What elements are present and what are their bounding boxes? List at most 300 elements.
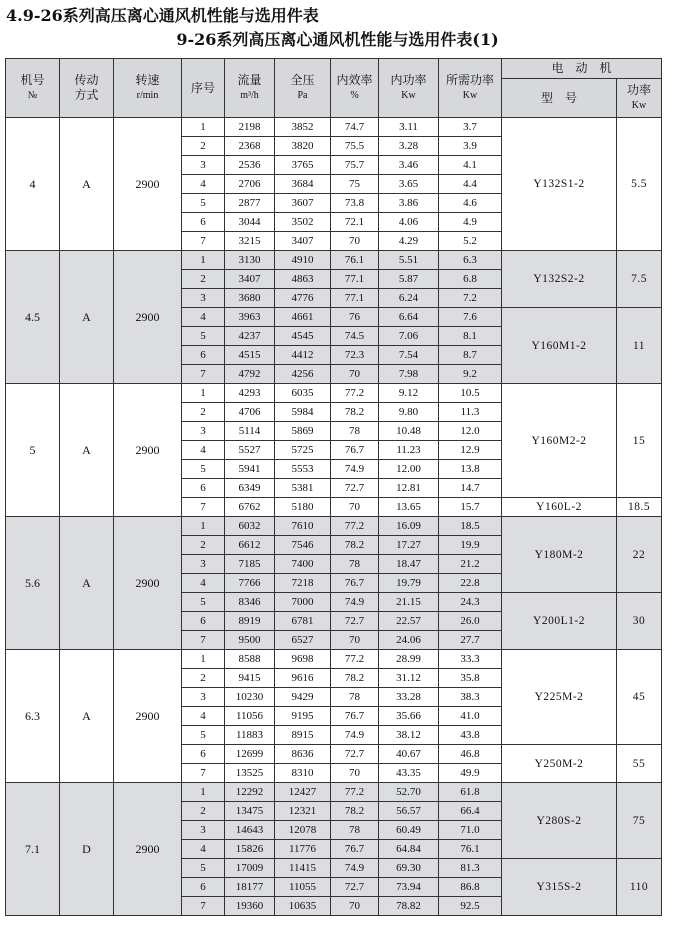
pressure-cell: 12427: [275, 783, 331, 802]
flow-cell: 2368: [225, 137, 275, 156]
pressure-cell: 7400: [275, 555, 331, 574]
flow-cell: 6349: [225, 479, 275, 498]
required-power-cell: 26.0: [439, 612, 502, 631]
seq-cell: 1: [182, 118, 225, 137]
motor-power-cell: 11: [617, 308, 662, 384]
efficiency-cell: 72.7: [331, 479, 379, 498]
motor-power-cell: 7.5: [617, 251, 662, 308]
seq-cell: 4: [182, 707, 225, 726]
header-drive: 传动 方式: [60, 59, 114, 118]
efficiency-cell: 77.2: [331, 384, 379, 403]
required-power-cell: 27.7: [439, 631, 502, 650]
flow-cell: 2877: [225, 194, 275, 213]
drive-cell: A: [60, 251, 114, 384]
seq-cell: 3: [182, 156, 225, 175]
efficiency-cell: 75.7: [331, 156, 379, 175]
efficiency-cell: 77.2: [331, 517, 379, 536]
flow-cell: 15826: [225, 840, 275, 859]
seq-cell: 4: [182, 175, 225, 194]
flow-cell: 7185: [225, 555, 275, 574]
flow-cell: 4792: [225, 365, 275, 384]
required-power-cell: 19.9: [439, 536, 502, 555]
pressure-cell: 5725: [275, 441, 331, 460]
pressure-cell: 3820: [275, 137, 331, 156]
seq-cell: 4: [182, 308, 225, 327]
internal-power-cell: 60.49: [379, 821, 439, 840]
seq-cell: 3: [182, 555, 225, 574]
seq-cell: 1: [182, 251, 225, 270]
pressure-cell: 4661: [275, 308, 331, 327]
pressure-cell: 6527: [275, 631, 331, 650]
model-no-cell: 5: [6, 384, 60, 517]
flow-cell: 17009: [225, 859, 275, 878]
group-5-6: [6, 517, 662, 650]
seq-cell: 1: [182, 517, 225, 536]
seq-cell: 6: [182, 612, 225, 631]
required-power-cell: 4.4: [439, 175, 502, 194]
flow-cell: 9500: [225, 631, 275, 650]
required-power-cell: 71.0: [439, 821, 502, 840]
flow-cell: 3963: [225, 308, 275, 327]
seq-cell: 5: [182, 859, 225, 878]
required-power-cell: 49.9: [439, 764, 502, 783]
efficiency-cell: 72.7: [331, 745, 379, 764]
pressure-cell: 3407: [275, 232, 331, 251]
flow-cell: 2536: [225, 156, 275, 175]
drive-cell: D: [60, 783, 114, 916]
required-power-cell: 4.6: [439, 194, 502, 213]
motor-type-cell: Y160L-2: [502, 498, 617, 517]
seq-cell: 7: [182, 631, 225, 650]
pressure-cell: 5869: [275, 422, 331, 441]
flow-cell: 10230: [225, 688, 275, 707]
required-power-cell: 8.1: [439, 327, 502, 346]
seq-cell: 5: [182, 194, 225, 213]
flow-cell: 8588: [225, 650, 275, 669]
efficiency-cell: 74.7: [331, 118, 379, 137]
pressure-cell: 11055: [275, 878, 331, 897]
header-model-no: 机号 №: [6, 59, 60, 118]
internal-power-cell: 24.06: [379, 631, 439, 650]
required-power-cell: 4.9: [439, 213, 502, 232]
seq-cell: 4: [182, 840, 225, 859]
efficiency-cell: 70: [331, 232, 379, 251]
efficiency-cell: 70: [331, 897, 379, 916]
efficiency-cell: 74.5: [331, 327, 379, 346]
efficiency-cell: 72.7: [331, 612, 379, 631]
seq-cell: 6: [182, 213, 225, 232]
seq-cell: 2: [182, 270, 225, 289]
table-row: [6, 251, 662, 270]
required-power-cell: 14.7: [439, 479, 502, 498]
required-power-cell: 76.1: [439, 840, 502, 859]
seq-cell: 7: [182, 232, 225, 251]
required-power-cell: 12.0: [439, 422, 502, 441]
pressure-cell: 4412: [275, 346, 331, 365]
group-4: [6, 118, 662, 251]
motor-type-cell: Y250M-2: [502, 745, 617, 783]
internal-power-cell: 38.12: [379, 726, 439, 745]
motor-type-cell: Y200L1-2: [502, 593, 617, 650]
pressure-cell: 6035: [275, 384, 331, 403]
seq-cell: 7: [182, 365, 225, 384]
internal-power-cell: 4.06: [379, 213, 439, 232]
efficiency-cell: 77.2: [331, 650, 379, 669]
pressure-cell: 12321: [275, 802, 331, 821]
required-power-cell: 21.2: [439, 555, 502, 574]
internal-power-cell: 9.12: [379, 384, 439, 403]
efficiency-cell: 78.2: [331, 802, 379, 821]
flow-cell: 19360: [225, 897, 275, 916]
flow-cell: 3407: [225, 270, 275, 289]
speed-cell: 2900: [114, 783, 182, 916]
seq-cell: 5: [182, 327, 225, 346]
pressure-cell: 11415: [275, 859, 331, 878]
required-power-cell: 10.5: [439, 384, 502, 403]
pressure-cell: 9429: [275, 688, 331, 707]
motor-power-cell: 55: [617, 745, 662, 783]
pressure-cell: 5553: [275, 460, 331, 479]
seq-cell: 7: [182, 897, 225, 916]
efficiency-cell: 73.8: [331, 194, 379, 213]
internal-power-cell: 4.29: [379, 232, 439, 251]
motor-type-cell: Y280S-2: [502, 783, 617, 859]
efficiency-cell: 72.1: [331, 213, 379, 232]
required-power-cell: 3.9: [439, 137, 502, 156]
header-pressure: 全压 Pa: [275, 59, 331, 118]
speed-cell: 2900: [114, 251, 182, 384]
required-power-cell: 7.2: [439, 289, 502, 308]
header-efficiency: 内效率 %: [331, 59, 379, 118]
internal-power-cell: 7.54: [379, 346, 439, 365]
seq-cell: 2: [182, 536, 225, 555]
model-no-cell: 6.3: [6, 650, 60, 783]
efficiency-cell: 70: [331, 631, 379, 650]
header-motor: 电 动 机: [502, 59, 662, 79]
seq-cell: 3: [182, 422, 225, 441]
motor-power-cell: 18.5: [617, 498, 662, 517]
efficiency-cell: 76.7: [331, 840, 379, 859]
seq-cell: 7: [182, 764, 225, 783]
efficiency-cell: 78.2: [331, 403, 379, 422]
internal-power-cell: 3.86: [379, 194, 439, 213]
seq-cell: 5: [182, 726, 225, 745]
fan-performance-table: [5, 58, 662, 916]
header-motor-type: 型 号: [502, 79, 617, 118]
internal-power-cell: 10.48: [379, 422, 439, 441]
efficiency-cell: 77.1: [331, 270, 379, 289]
internal-power-cell: 7.98: [379, 365, 439, 384]
internal-power-cell: 18.47: [379, 555, 439, 574]
internal-power-cell: 6.24: [379, 289, 439, 308]
required-power-cell: 4.1: [439, 156, 502, 175]
pressure-cell: 4256: [275, 365, 331, 384]
seq-cell: 6: [182, 479, 225, 498]
efficiency-cell: 77.1: [331, 289, 379, 308]
table-title: 9-26系列高压离心通风机性能与选用件表(1): [176, 30, 499, 49]
flow-cell: 4515: [225, 346, 275, 365]
pressure-cell: 10635: [275, 897, 331, 916]
internal-power-cell: 16.09: [379, 517, 439, 536]
efficiency-cell: 76.7: [331, 441, 379, 460]
internal-power-cell: 31.12: [379, 669, 439, 688]
motor-type-cell: Y225M-2: [502, 650, 617, 745]
motor-type-cell: Y180M-2: [502, 517, 617, 593]
header-required-power: 所需功率 Kw: [439, 59, 502, 118]
flow-cell: 3044: [225, 213, 275, 232]
efficiency-cell: 78: [331, 688, 379, 707]
flow-cell: 5114: [225, 422, 275, 441]
flow-cell: 12699: [225, 745, 275, 764]
flow-cell: 7766: [225, 574, 275, 593]
pressure-cell: 11776: [275, 840, 331, 859]
internal-power-cell: 13.65: [379, 498, 439, 517]
flow-cell: 8919: [225, 612, 275, 631]
required-power-cell: 46.8: [439, 745, 502, 764]
efficiency-cell: 74.9: [331, 593, 379, 612]
internal-power-cell: 21.15: [379, 593, 439, 612]
required-power-cell: 61.8: [439, 783, 502, 802]
table-row: [6, 783, 662, 802]
efficiency-cell: 76.7: [331, 707, 379, 726]
internal-power-cell: 28.99: [379, 650, 439, 669]
flow-cell: 13475: [225, 802, 275, 821]
seq-cell: 7: [182, 498, 225, 517]
seq-cell: 3: [182, 821, 225, 840]
internal-power-cell: 40.67: [379, 745, 439, 764]
required-power-cell: 5.2: [439, 232, 502, 251]
flow-cell: 3215: [225, 232, 275, 251]
efficiency-cell: 72.3: [331, 346, 379, 365]
internal-power-cell: 5.87: [379, 270, 439, 289]
pressure-cell: 4910: [275, 251, 331, 270]
flow-cell: 11056: [225, 707, 275, 726]
internal-power-cell: 3.28: [379, 137, 439, 156]
flow-cell: 12292: [225, 783, 275, 802]
internal-power-cell: 52.70: [379, 783, 439, 802]
seq-cell: 6: [182, 878, 225, 897]
efficiency-cell: 74.9: [331, 726, 379, 745]
flow-cell: 3130: [225, 251, 275, 270]
internal-power-cell: 7.06: [379, 327, 439, 346]
speed-cell: 2900: [114, 517, 182, 650]
seq-cell: 6: [182, 346, 225, 365]
internal-power-cell: 3.46: [379, 156, 439, 175]
pressure-cell: 7546: [275, 536, 331, 555]
seq-cell: 3: [182, 289, 225, 308]
pressure-cell: 8636: [275, 745, 331, 764]
efficiency-cell: 72.7: [331, 878, 379, 897]
seq-cell: 1: [182, 384, 225, 403]
group-5: [6, 384, 662, 517]
flow-cell: 13525: [225, 764, 275, 783]
seq-cell: 6: [182, 745, 225, 764]
internal-power-cell: 9.80: [379, 403, 439, 422]
efficiency-cell: 70: [331, 498, 379, 517]
efficiency-cell: 76.7: [331, 574, 379, 593]
seq-cell: 2: [182, 403, 225, 422]
pressure-cell: 8915: [275, 726, 331, 745]
required-power-cell: 81.3: [439, 859, 502, 878]
efficiency-cell: 78.2: [331, 669, 379, 688]
required-power-cell: 86.8: [439, 878, 502, 897]
internal-power-cell: 19.79: [379, 574, 439, 593]
required-power-cell: 92.5: [439, 897, 502, 916]
speed-cell: 2900: [114, 384, 182, 517]
motor-power-cell: 30: [617, 593, 662, 650]
pressure-cell: 9698: [275, 650, 331, 669]
pressure-cell: 12078: [275, 821, 331, 840]
required-power-cell: 9.2: [439, 365, 502, 384]
internal-power-cell: 12.00: [379, 460, 439, 479]
seq-cell: 1: [182, 783, 225, 802]
efficiency-cell: 70: [331, 764, 379, 783]
pressure-cell: 9616: [275, 669, 331, 688]
pressure-cell: 9195: [275, 707, 331, 726]
flow-cell: 9415: [225, 669, 275, 688]
flow-cell: 2198: [225, 118, 275, 137]
drive-cell: A: [60, 517, 114, 650]
required-power-cell: 8.7: [439, 346, 502, 365]
pressure-cell: 7218: [275, 574, 331, 593]
page-heading: 4.9-26系列高压离心通风机性能与选用件表: [6, 6, 319, 25]
required-power-cell: 11.3: [439, 403, 502, 422]
drive-cell: A: [60, 118, 114, 251]
pressure-cell: 6781: [275, 612, 331, 631]
motor-power-cell: 75: [617, 783, 662, 859]
required-power-cell: 24.3: [439, 593, 502, 612]
motor-type-cell: Y132S2-2: [502, 251, 617, 308]
motor-power-cell: 45: [617, 650, 662, 745]
required-power-cell: 18.5: [439, 517, 502, 536]
motor-power-cell: 110: [617, 859, 662, 916]
header-internal-power: 内功率 Kw: [379, 59, 439, 118]
seq-cell: 5: [182, 593, 225, 612]
model-no-cell: 7.1: [6, 783, 60, 916]
motor-power-cell: 15: [617, 384, 662, 498]
pressure-cell: 3852: [275, 118, 331, 137]
flow-cell: 5941: [225, 460, 275, 479]
required-power-cell: 35.8: [439, 669, 502, 688]
efficiency-cell: 75.5: [331, 137, 379, 156]
flow-cell: 3680: [225, 289, 275, 308]
drive-cell: A: [60, 384, 114, 517]
flow-cell: 5527: [225, 441, 275, 460]
seq-cell: 2: [182, 802, 225, 821]
required-power-cell: 12.9: [439, 441, 502, 460]
efficiency-cell: 78: [331, 821, 379, 840]
required-power-cell: 3.7: [439, 118, 502, 137]
pressure-cell: 3684: [275, 175, 331, 194]
internal-power-cell: 69.30: [379, 859, 439, 878]
seq-cell: 2: [182, 137, 225, 156]
pressure-cell: 4545: [275, 327, 331, 346]
internal-power-cell: 64.84: [379, 840, 439, 859]
seq-cell: 5: [182, 460, 225, 479]
pressure-cell: 4863: [275, 270, 331, 289]
header-flow: 流量 m³/h: [225, 59, 275, 118]
motor-power-cell: 22: [617, 517, 662, 593]
pressure-cell: 7000: [275, 593, 331, 612]
seq-cell: 4: [182, 441, 225, 460]
internal-power-cell: 22.57: [379, 612, 439, 631]
internal-power-cell: 11.23: [379, 441, 439, 460]
motor-type-cell: Y160M2-2: [502, 384, 617, 498]
group-4-5: [6, 251, 662, 384]
model-no-cell: 4.5: [6, 251, 60, 384]
flow-cell: 6762: [225, 498, 275, 517]
table-row: [6, 118, 662, 137]
pressure-cell: 5984: [275, 403, 331, 422]
required-power-cell: 7.6: [439, 308, 502, 327]
efficiency-cell: 76.1: [331, 251, 379, 270]
internal-power-cell: 3.65: [379, 175, 439, 194]
table-row: [6, 650, 662, 669]
pressure-cell: 7610: [275, 517, 331, 536]
efficiency-cell: 74.9: [331, 859, 379, 878]
flow-cell: 2706: [225, 175, 275, 194]
seq-cell: 4: [182, 574, 225, 593]
efficiency-cell: 76: [331, 308, 379, 327]
required-power-cell: 6.3: [439, 251, 502, 270]
motor-type-cell: Y132S1-2: [502, 118, 617, 251]
efficiency-cell: 70: [331, 365, 379, 384]
flow-cell: 4293: [225, 384, 275, 403]
internal-power-cell: 56.57: [379, 802, 439, 821]
required-power-cell: 43.8: [439, 726, 502, 745]
pressure-cell: 4776: [275, 289, 331, 308]
motor-type-cell: Y160M1-2: [502, 308, 617, 384]
internal-power-cell: 73.94: [379, 878, 439, 897]
seq-cell: 3: [182, 688, 225, 707]
required-power-cell: 15.7: [439, 498, 502, 517]
table-row: [6, 384, 662, 403]
drive-cell: A: [60, 650, 114, 783]
pressure-cell: 3502: [275, 213, 331, 232]
flow-cell: 18177: [225, 878, 275, 897]
required-power-cell: 41.0: [439, 707, 502, 726]
required-power-cell: 22.8: [439, 574, 502, 593]
group-6-3: [6, 650, 662, 783]
internal-power-cell: 12.81: [379, 479, 439, 498]
internal-power-cell: 5.51: [379, 251, 439, 270]
model-no-cell: 5.6: [6, 517, 60, 650]
seq-cell: 1: [182, 650, 225, 669]
header-seq: 序号: [182, 59, 225, 118]
pressure-cell: 5381: [275, 479, 331, 498]
flow-cell: 11883: [225, 726, 275, 745]
pressure-cell: 3607: [275, 194, 331, 213]
required-power-cell: 13.8: [439, 460, 502, 479]
internal-power-cell: 33.28: [379, 688, 439, 707]
efficiency-cell: 78: [331, 422, 379, 441]
internal-power-cell: 3.11: [379, 118, 439, 137]
internal-power-cell: 6.64: [379, 308, 439, 327]
efficiency-cell: 78.2: [331, 536, 379, 555]
efficiency-cell: 75: [331, 175, 379, 194]
pressure-cell: 3765: [275, 156, 331, 175]
efficiency-cell: 77.2: [331, 783, 379, 802]
flow-cell: 6032: [225, 517, 275, 536]
internal-power-cell: 17.27: [379, 536, 439, 555]
required-power-cell: 38.3: [439, 688, 502, 707]
internal-power-cell: 35.66: [379, 707, 439, 726]
speed-cell: 2900: [114, 650, 182, 783]
pressure-cell: 5180: [275, 498, 331, 517]
group-7-1: [6, 783, 662, 916]
internal-power-cell: 78.82: [379, 897, 439, 916]
header-speed: 转速 r/min: [114, 59, 182, 118]
